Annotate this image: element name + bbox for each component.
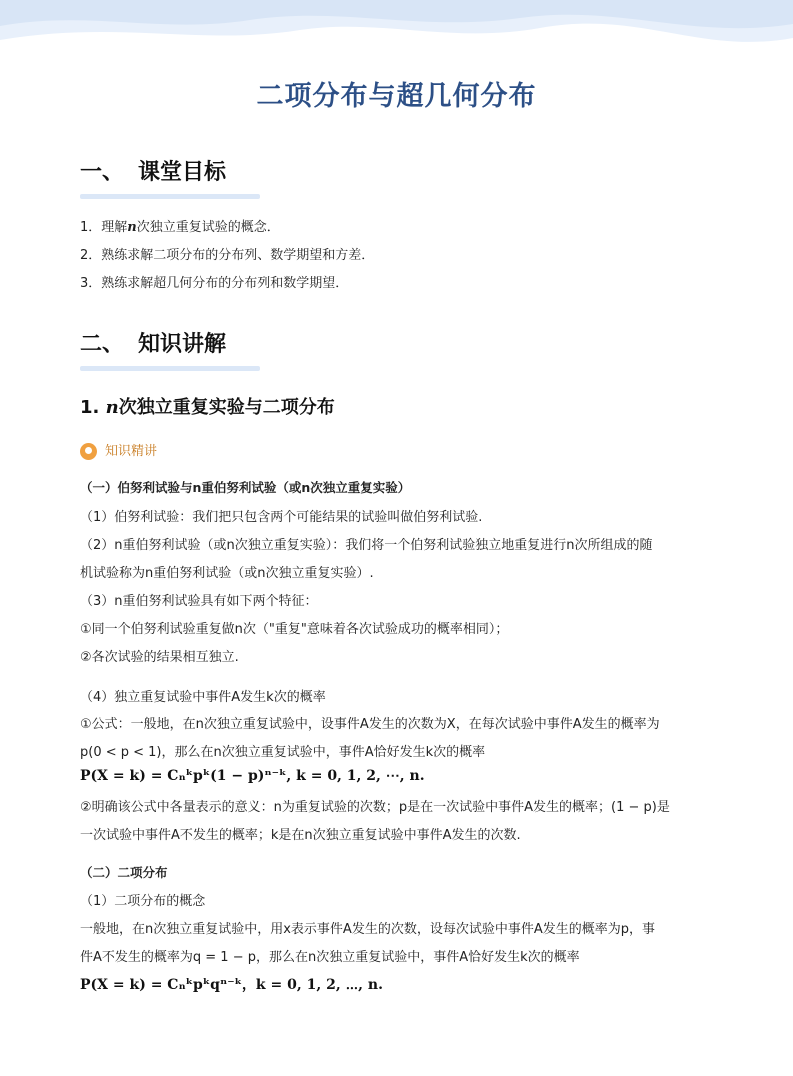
body-line: （3）n重伯努利试验具有如下两个特征： — [80, 594, 318, 609]
body-line: ①同一个伯努利试验重复做n次（"重复"意味着各次试验成功的概率相同）； — [80, 622, 509, 637]
section-number: 一、 — [80, 159, 125, 185]
body-line: p(0 < p < 1)，那么在n次独立重复试验中，事件A恰好发生k次的概率 — [80, 745, 486, 760]
subsection-heading: 1. n次独立重复实验与二项分布 — [80, 397, 335, 418]
body-line: （二）二项分布 — [80, 865, 168, 880]
body-line: （2）n重伯努利试验（或n次独立重复实验）：我们将一个伯努利试验独立地重复进行n次所组成的随 — [80, 538, 653, 553]
section-heading-knowledge — [80, 327, 226, 358]
body-line: ①公式：一般地，在n次独立重复试验中，设事件A发生的次数为X，在每次试验中事件A发生的概率为 — [80, 717, 660, 732]
section-label: 知识讲解 — [138, 331, 227, 357]
section-heading-goals — [80, 155, 226, 186]
body-line: 一次试验中事件A不发生的概率；k是在n次独立重复试验中事件A发生的次数. — [80, 828, 521, 843]
body-line: ②明确该公式中各量表示的意义：n为重复试验的次数；p是在一次试验中事件A发生的概率；(1 − p)是 — [80, 800, 670, 815]
section-underline — [80, 366, 260, 371]
knowledge-tag — [80, 440, 157, 460]
body-line: （一）伯努利试验与n重伯努利试验（或n次独立重复实验） — [80, 480, 411, 495]
section-number: 二、 — [80, 331, 125, 357]
body-line: （1）伯努利试验：我们把只包含两个可能结果的试验叫做伯努利试验. — [80, 510, 483, 525]
body-line: （4）独立重复试验中事件A发生k次的概率 — [80, 690, 326, 705]
body-line: 件A不发生的概率为q = 1 − p，那么在n次独立重复试验中，事件A恰好发生k次的概率 — [80, 950, 580, 965]
goal-item: 3．熟练求解超几何分布的分布列和数学期望． — [80, 276, 349, 291]
body-line: 一般地，在n次独立重复试验中，用x表示事件A发生的次数，设每次试验中事件A发生的概率为p，事 — [80, 922, 655, 937]
header-wave-decoration — [0, 0, 793, 60]
body-line: 机试验称为n重伯努利试验（或n次独立重复实验）. — [80, 566, 374, 581]
formula-line: P(X = k) = Cₙᵏpᵏqⁿ⁻ᵏ，k = 0, 1, 2, ⋯, n. — [80, 977, 383, 993]
section-underline — [80, 194, 260, 199]
body-line: ②各次试验的结果相互独立. — [80, 650, 239, 665]
section-label: 课堂目标 — [138, 159, 227, 185]
goal-item: 2．熟练求解二项分布的分布列、数学期望和方差． — [80, 248, 375, 263]
bulb-icon — [80, 443, 97, 460]
goal-item: 1．理解n次独立重复试验的概念． — [80, 220, 280, 235]
formula-line: P(X = k) = Cₙᵏpᵏ(1 − p)ⁿ⁻ᵏ, k = 0, 1, 2, ⋯, n. — [80, 768, 425, 784]
page-title: 二项分布与超几何分布 — [256, 81, 537, 112]
tag-label: 知识精讲 — [105, 444, 158, 459]
body-line: （1）二项分布的概念 — [80, 894, 206, 909]
